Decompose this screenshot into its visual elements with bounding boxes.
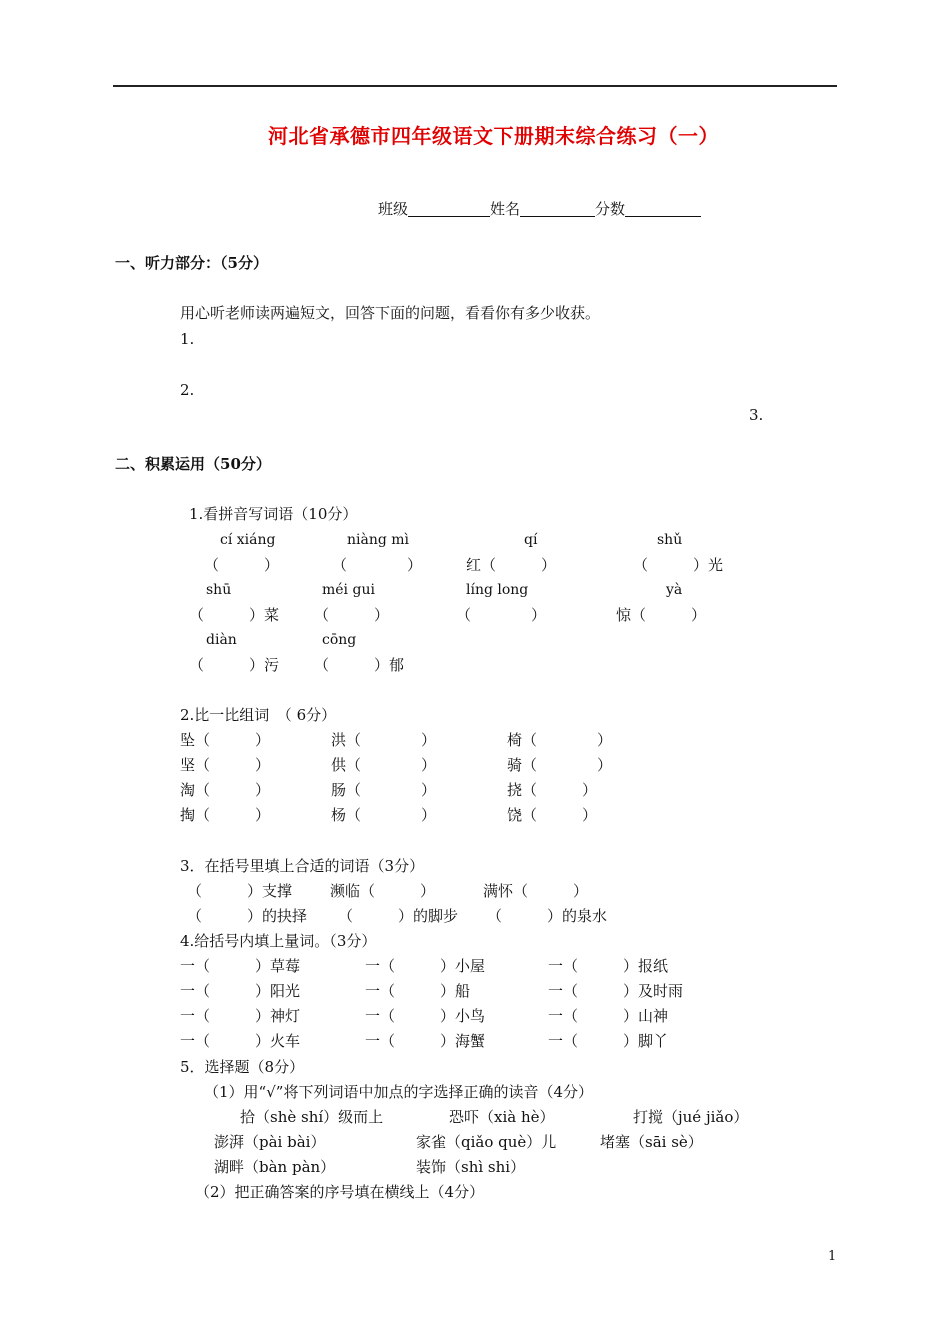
fill-item[interactable]: （ ）的泉水 — [487, 907, 608, 925]
listening-item-2: 2. — [180, 381, 195, 399]
measure-item[interactable]: 一（ ）船 — [365, 982, 471, 1000]
section2-heading: 二、积累运用（50分） — [115, 455, 271, 473]
section1-instruction: 用心听老师读两遍短文，回答下面的问题，看看你有多少收获。 — [180, 304, 601, 322]
measure-item[interactable]: 一（ ）脚丫 — [548, 1032, 669, 1050]
name-label: 姓名 — [490, 200, 521, 218]
measure-item[interactable]: 一（ ）小屋 — [365, 957, 486, 975]
compare-item[interactable]: 饶（ ） — [507, 806, 598, 824]
q4-title: 4.给括号内填上量词。（3分） — [180, 932, 377, 950]
answer-box[interactable]: 红（ ） — [466, 556, 557, 574]
pinyin: shū — [206, 582, 232, 598]
pronunciation-choice[interactable]: 拾（shè shí）级而上 — [240, 1108, 384, 1126]
compare-item[interactable]: 掏（ ） — [180, 806, 271, 824]
measure-item[interactable]: 一（ ）火车 — [180, 1032, 301, 1050]
answer-box[interactable]: 惊（ ） — [616, 606, 707, 624]
answer-box[interactable]: （ ）菜 — [189, 606, 280, 624]
class-label: 班级 — [378, 200, 409, 218]
compare-item[interactable]: 坚（ ） — [180, 756, 271, 774]
pronunciation-choice[interactable]: 堵塞（sāi sè） — [600, 1133, 703, 1151]
score-label: 分数 — [595, 200, 626, 218]
pinyin: shǔ — [657, 532, 683, 548]
pinyin: diàn — [206, 632, 237, 648]
answer-box[interactable]: （ ）光 — [633, 556, 724, 574]
pronunciation-choice[interactable]: 澎湃（pài bài） — [214, 1133, 326, 1151]
compare-item[interactable]: 坠（ ） — [180, 731, 271, 749]
pinyin: cōng — [322, 632, 357, 648]
listening-item-3: 3. — [749, 406, 764, 424]
pronunciation-choice[interactable]: 打搅（jué jiǎo） — [633, 1108, 749, 1126]
page-number: 1 — [828, 1249, 837, 1264]
answer-box[interactable]: （ ） — [456, 606, 547, 624]
pinyin: líng long — [466, 582, 529, 598]
q5-sub2: （2）把正确答案的序号填在横线上（4分） — [195, 1183, 485, 1201]
compare-item[interactable]: 供（ ） — [331, 756, 437, 774]
q3-title: 3．在括号里填上合适的词语（3分） — [180, 857, 425, 875]
answer-box[interactable]: （ ） — [204, 556, 280, 574]
name-blank[interactable] — [520, 201, 595, 217]
pinyin: qí — [524, 532, 538, 548]
pronunciation-choice[interactable]: 湖畔（bàn pàn） — [214, 1158, 336, 1176]
compare-item[interactable]: 淘（ ） — [180, 781, 271, 799]
pinyin: yà — [666, 582, 683, 598]
page-title: 河北省承德市四年级语文下册期末综合练习（一） — [268, 124, 719, 148]
fill-item[interactable]: （ ）的抉择 — [187, 907, 308, 925]
measure-item[interactable]: 一（ ）报纸 — [548, 957, 669, 975]
pinyin: méi gui — [322, 582, 375, 598]
section1-heading: 一、听力部分：（5分） — [115, 254, 268, 272]
compare-item[interactable]: 挠（ ） — [507, 781, 598, 799]
q5-sub1: （1）用“√”将下列词语中加点的字选择正确的读音（4分） — [204, 1083, 593, 1101]
compare-item[interactable]: 杨（ ） — [331, 806, 437, 824]
q5-title: 5．选择题（8分） — [180, 1058, 305, 1076]
answer-box[interactable]: （ ） — [332, 556, 423, 574]
measure-item[interactable]: 一（ ）及时雨 — [548, 982, 684, 1000]
measure-item[interactable]: 一（ ）山神 — [548, 1007, 669, 1025]
pronunciation-choice[interactable]: 装饰（shì shi） — [416, 1158, 526, 1176]
fill-item[interactable]: 濒临（ ） — [330, 882, 436, 900]
listening-item-1: 1. — [180, 330, 195, 348]
pinyin: cí xiáng — [220, 532, 276, 548]
header-rule — [113, 85, 837, 87]
answer-box[interactable]: （ ）污 — [189, 656, 280, 674]
measure-item[interactable]: 一（ ）小鸟 — [365, 1007, 486, 1025]
class-blank[interactable] — [408, 201, 490, 217]
compare-item[interactable]: 骑（ ） — [507, 756, 613, 774]
score-blank[interactable] — [625, 201, 701, 217]
answer-box[interactable]: （ ）郁 — [314, 656, 405, 674]
measure-item[interactable]: 一（ ）神灯 — [180, 1007, 301, 1025]
measure-item[interactable]: 一（ ）草莓 — [180, 957, 301, 975]
fill-item[interactable]: （ ）支撑 — [187, 882, 293, 900]
answer-box[interactable]: （ ） — [314, 606, 390, 624]
compare-item[interactable]: 椅（ ） — [507, 731, 613, 749]
pinyin: niàng mì — [347, 532, 410, 548]
info-line — [378, 201, 701, 217]
fill-item[interactable]: 满怀（ ） — [483, 882, 589, 900]
q2-title: 2.比一比组词 （ 6分） — [180, 706, 337, 724]
pronunciation-choice[interactable]: 恐吓（xià hè） — [449, 1108, 555, 1126]
compare-item[interactable]: 肠（ ） — [331, 781, 437, 799]
measure-item[interactable]: 一（ ）海蟹 — [365, 1032, 486, 1050]
fill-item[interactable]: （ ）的脚步 — [338, 907, 459, 925]
compare-item[interactable]: 洪（ ） — [331, 731, 437, 749]
pronunciation-choice[interactable]: 家雀（qiǎo què）儿 — [416, 1133, 557, 1151]
q1-title: 1.看拼音写词语（10分） — [189, 505, 358, 523]
measure-item[interactable]: 一（ ）阳光 — [180, 982, 301, 1000]
